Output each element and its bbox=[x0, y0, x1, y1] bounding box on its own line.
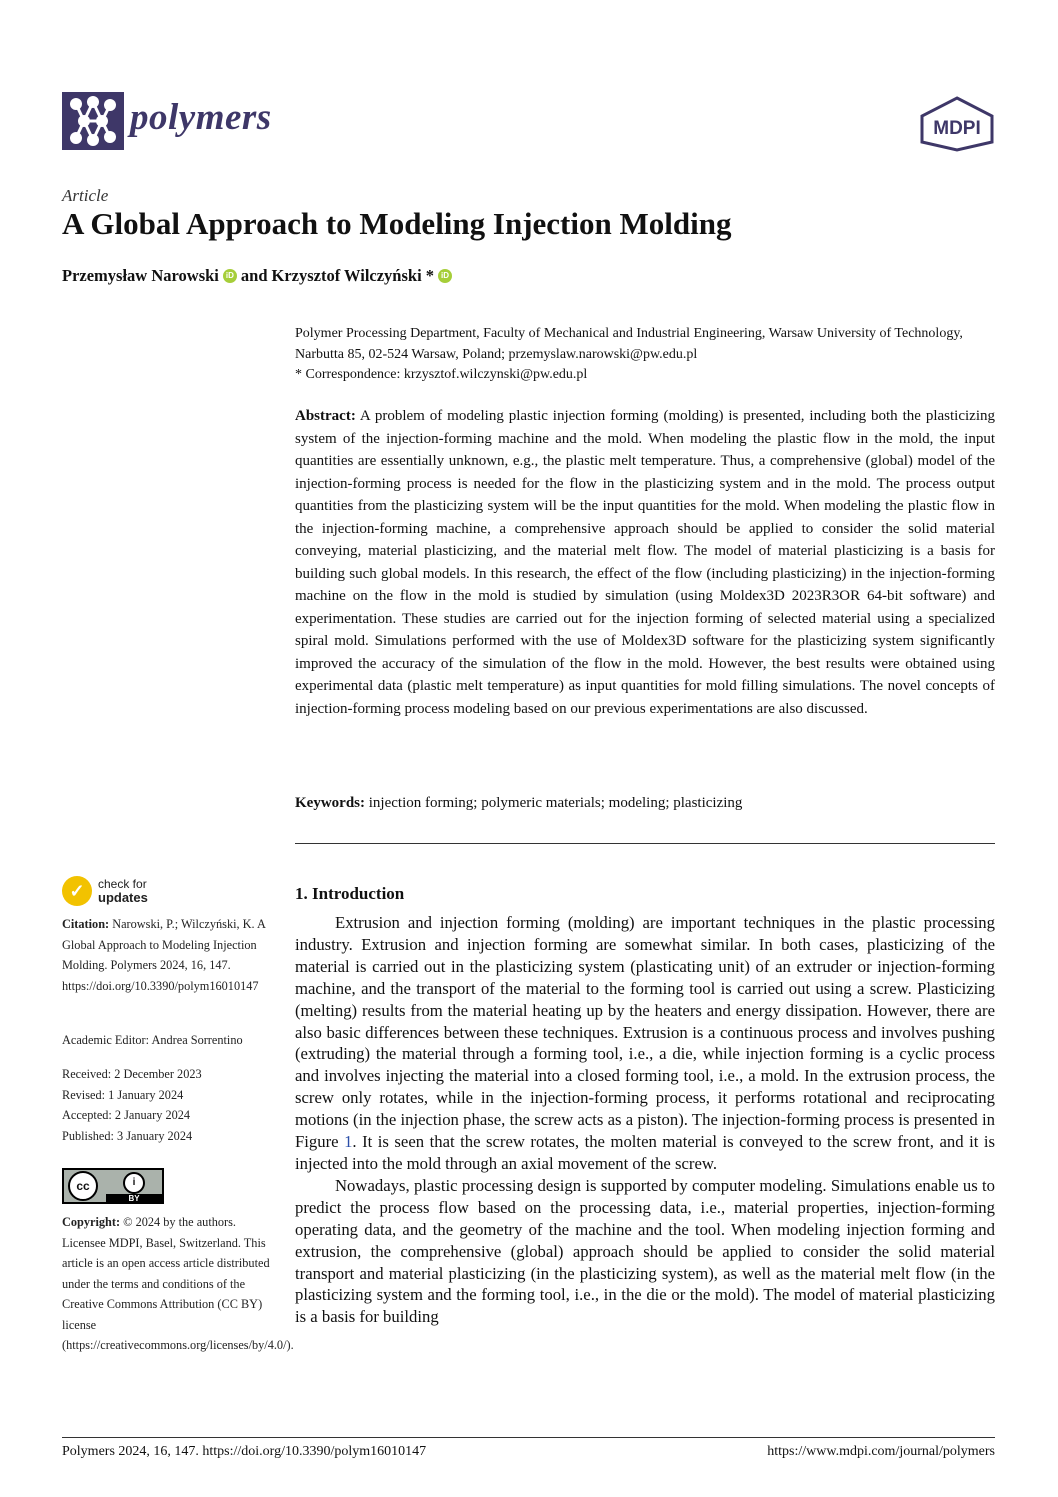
affiliation: Polymer Processing Department, Faculty of Mechanical and Industrial Engineering, Warsaw University of Technology, Narbutta 85, 02-524 Warsaw, Poland; przemyslaw.narowski@pw.edu.pl bbox=[295, 326, 963, 362]
copyright-block bbox=[62, 1212, 294, 1356]
citation-text: Narowski, P.; Wilczyński, K. A Global Approach to Modeling Injection Molding. Polymers 2024, 16, 147. https://doi.org/10.3390/polym16010147 bbox=[62, 917, 266, 993]
correspondence: * Correspondence: krzysztof.wilczynski@pw.edu.pl bbox=[295, 367, 588, 382]
journal-name: polymers bbox=[130, 97, 272, 138]
date-revised: Revised: 1 January 2024 bbox=[62, 1087, 184, 1102]
figure-link[interactable]: 1 bbox=[344, 1132, 353, 1152]
academic-editor: Academic Editor: Andrea Sorrentino bbox=[62, 1033, 243, 1047]
date-received: Received: 2 December 2023 bbox=[62, 1067, 202, 1081]
checkmark-icon: ✓ bbox=[62, 876, 92, 906]
cc-icon: cc bbox=[68, 1171, 98, 1201]
author-list bbox=[62, 266, 452, 286]
date-accepted: Accepted: 2 January 2024 bbox=[62, 1108, 191, 1122]
footer-journal-url[interactable]: https://www.mdpi.com/journal/polymers bbox=[767, 1444, 995, 1459]
person-icon: i bbox=[123, 1172, 145, 1194]
journal-logo-mark bbox=[62, 92, 124, 150]
date-published: Published: 3 January 2024 bbox=[62, 1128, 193, 1143]
copyright-label: Copyright: bbox=[62, 1215, 121, 1229]
paragraph: Nowadays, plastic processing design is supported by computer modeling. Simulations enable us to predict the process flow based on the processing data, i.e., material properties, injection-forming operating data, and the geometry of the machine and the tool. When modeling injection forming and extrusion, the comprehensive (global) approach should be applied to consider the solid material transport and material plasticizing (in the plasticizing system), as well as the material melt flow (in the plasticizing system and the forming tool, i.e., in the die or the mold). The model of material plasticizing is a basis for building bbox=[295, 1175, 995, 1327]
keywords-label: Keywords: bbox=[295, 795, 365, 811]
section-heading: 1. Introduction bbox=[295, 884, 405, 903]
mdpi-logo[interactable] bbox=[918, 96, 996, 152]
affiliation-block bbox=[295, 324, 995, 386]
intro-body bbox=[295, 912, 995, 1328]
keywords bbox=[295, 795, 995, 812]
keywords-text: injection forming; polymeric materials; modeling; plasticizing bbox=[368, 795, 743, 811]
citation-label: Citation: bbox=[62, 917, 110, 931]
abstract-text: A problem of modeling plastic injection forming (molding) is presented, including both the plasticizing system of the injection-forming machine and the mold. When modeling the plastic flow in the mold, the input quantities are essentially unknown, e.g., the plastic melt temperature. Thus, a comprehensive (global) model of the injection-forming process is needed for the flow in the plasticizing system and in the mold. The process output quantities from the plasticizing system will be the input quantities for the mold. When modeling the plastic flow in the injection-forming machine, a comprehensive approach should be applied to consider the solid material conveying, material plasticizing, and the material melt flow. The model of material plasticizing is a basis for building such global models. In this research, the effect of the flow (including plasticizing) in the injection-forming machine on the flow in the mold is studied by simulation (using Moldex3D 2023R3OR 64-bit software) and experimentation. These studies are carried out for the injection forming of selected material using a specialized spiral mold. Simulations performed with the use of Moldex3D software for the plasticizing system significantly improved the accuracy of the simulation of the flow in the mold. However, the best results were obtained using experimental data (plastic melt temperature) as input quantities for mold filling simulations. The novel concepts of injection-forming process modeling based on our previous experimentations are also discussed. bbox=[295, 408, 995, 717]
mdpi-logo-text: MDPI bbox=[933, 118, 981, 139]
paragraph: Extrusion and injection forming (molding) are important techniques in the plastic processing industry. Extrusion and injection forming are somewhat similar. In both cases, plasticizing of the material is carried out in the plasticizing system (plasticating unit) of an extruder or injection-forming machine, and the transport of the material to the forming tool is carried out using a screw. Plasticizing (melting) results from the material heating up by the heaters and energy dissipation. However, there are also basic differences between these techniques. Extrusion is a continuous process and involves pushing (extruding) the material through a forming tool, i.e., a die, while injection forming is a cyclic process and involves injecting the material into a closed forming tool, i.e., a mold. In the extrusion process, the screw only rotates, while in the injection-forming process, it performs rotational and reciprocating motions (in the injection phase, the screw acts as a piston). The injection-forming process is presented in Figure 1. It is seen that the screw rotates, the molten material is conveyed to the screw front, and it is injected into the mold through an axial movement of the screw. bbox=[295, 913, 995, 1173]
author-name[interactable]: Krzysztof Wilczyński * bbox=[271, 266, 435, 285]
footer-divider bbox=[62, 1437, 995, 1438]
check-line1: check for bbox=[98, 876, 147, 891]
footer-citation: Polymers 2024, 16, 147. https://doi.org/10.3390/polym16010147 bbox=[62, 1444, 427, 1459]
orcid-icon[interactable]: iD bbox=[438, 269, 452, 283]
dates-block bbox=[62, 1064, 272, 1146]
article-title: A Global Approach to Modeling Injection Molding bbox=[62, 206, 732, 241]
check-line2: updates bbox=[98, 889, 148, 905]
molecule-icon bbox=[62, 92, 124, 150]
abstract-label: Abstract: bbox=[295, 408, 356, 424]
orcid-icon[interactable]: iD bbox=[223, 269, 237, 283]
check-for-updates-badge[interactable] bbox=[62, 876, 148, 906]
cc-by-label: BY bbox=[106, 1194, 162, 1203]
article-type: Article bbox=[62, 186, 109, 205]
cc-by-license-badge[interactable] bbox=[62, 1168, 164, 1204]
section-divider bbox=[295, 843, 995, 844]
abstract bbox=[295, 405, 995, 720]
copyright-text: © 2024 by the authors. Licensee MDPI, Basel, Switzerland. This article is an open access article distributed under the terms and conditions of the Creative Commons Attribution (CC BY) license (https://creativecommons.org/licenses/by/4.0/). bbox=[62, 1215, 294, 1352]
author-connector: and bbox=[240, 266, 268, 285]
author-name[interactable]: Przemysław Narowski bbox=[62, 266, 219, 285]
citation-block bbox=[62, 914, 272, 996]
